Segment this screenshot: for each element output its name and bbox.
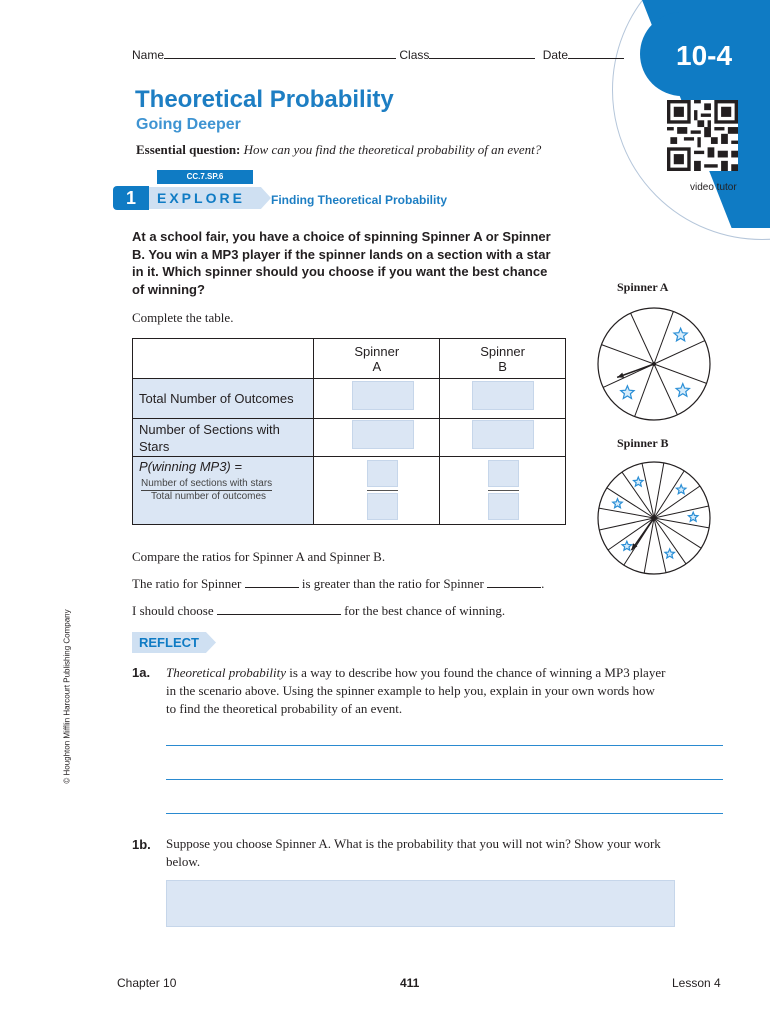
compare-end: .: [541, 576, 545, 591]
q1a-answer-line-2[interactable]: [166, 779, 723, 780]
page-title: Theoretical Probability: [135, 86, 394, 113]
qr-caption: video tutor: [690, 182, 737, 193]
probability-numerator: Number of sections with stars: [141, 478, 273, 489]
total-a-input[interactable]: [352, 381, 414, 410]
probability-label: P(winning MP3) =: [139, 459, 242, 474]
q1b-work-area[interactable]: [166, 880, 675, 927]
q1a-body: is a way to describe how you found the chance of winning a MP3 player in the scenario above. Using the spinner example to help you, explain in your own words how to find the theoretical probability of an event.: [166, 665, 666, 716]
footer-chapter: Chapter 10: [117, 976, 177, 990]
ratio-spinner-1-field[interactable]: [245, 587, 299, 588]
table-instruction: Complete the table.: [132, 310, 234, 325]
prob-b-denominator-input[interactable]: [488, 493, 519, 520]
header-fields: [132, 48, 624, 62]
total-b-input[interactable]: [472, 381, 534, 410]
footer-page-number: 411: [400, 976, 420, 990]
q1a-answer-line-1[interactable]: [166, 745, 723, 746]
q1a-italic: Theoretical probability: [166, 665, 286, 680]
spinner-b-label: Spinner B: [617, 436, 669, 450]
choose-spinner-field[interactable]: [217, 614, 341, 615]
q1b-text: Suppose you choose Spinner A. What is the probability that you will not win? Show your work below.: [166, 836, 661, 869]
col-header-spinner-b: Spinner B: [440, 339, 566, 379]
row-label-stars: Number of Sections with Stars: [133, 419, 314, 457]
explore-label: EXPLORE: [157, 190, 245, 206]
prob-a-fraction-bar: [367, 490, 398, 491]
date-label: Date: [542, 48, 569, 62]
spinner-b: [596, 460, 712, 576]
q1a-answer-line-3[interactable]: [166, 813, 723, 814]
qr-code-icon[interactable]: [667, 100, 738, 171]
name-field[interactable]: [164, 58, 396, 59]
compare-line-1: [132, 576, 544, 592]
compare-line-2: [132, 603, 505, 619]
essential-question-label: Essential question:: [136, 142, 241, 157]
prob-a-denominator-input[interactable]: [367, 493, 398, 520]
prob-a-numerator-input[interactable]: [367, 460, 398, 487]
essential-question: [136, 142, 541, 158]
col-header-spinner-a: Spinner A: [314, 339, 440, 379]
class-label: Class: [399, 48, 430, 62]
spinner-a: [596, 306, 712, 422]
prob-b-fraction-bar: [488, 490, 519, 491]
footer-lesson: Lesson 4: [672, 976, 721, 990]
choose-pre: I should choose: [132, 603, 214, 618]
spinner-a-hub: [652, 362, 656, 366]
q1a-text: [166, 664, 666, 718]
spinner-a-label: Spinner A: [617, 280, 669, 294]
name-label: Name: [132, 48, 165, 62]
row-label-total: Total Number of Outcomes: [133, 379, 314, 419]
q1b-number: 1b.: [132, 837, 151, 852]
prob-b-numerator-input[interactable]: [488, 460, 519, 487]
explore-number: 1: [113, 186, 149, 210]
standard-tag: CC.7.SP.6: [157, 170, 253, 184]
compare-mid: is greater than the ratio for Spinner: [301, 576, 484, 591]
ratio-spinner-2-field[interactable]: [487, 587, 541, 588]
copyright-side-text: © Houghton Mifflin Harcourt Publishing Company: [62, 609, 72, 784]
stars-b-input[interactable]: [472, 420, 534, 449]
q1a-number: 1a.: [132, 665, 151, 680]
reflect-label: REFLECT: [139, 635, 199, 650]
probability-denominator: Total number of outcomes: [151, 491, 267, 502]
stars-a-input[interactable]: [352, 420, 414, 449]
page-subtitle: Going Deeper: [136, 116, 241, 133]
spinner-b-hub: [652, 516, 656, 520]
explore-banner: [113, 168, 273, 212]
row-label-probability: [133, 457, 314, 525]
compare-pre: The ratio for Spinner: [132, 576, 242, 591]
choose-post: for the best chance of winning.: [344, 603, 506, 618]
lesson-number: 10-4: [676, 40, 733, 71]
compare-intro: Compare the ratios for Spinner A and Spinner B.: [132, 549, 386, 564]
problem-text: At a school fair, you have a choice of spinning Spinner A or Spinner B. You win a MP3 player if the spinner lands on a section with a star in it. Which spinner should you choose if you want the best chance of winning?: [132, 229, 551, 297]
explore-heading: Finding Theoretical Probability: [271, 193, 448, 207]
class-field[interactable]: [429, 58, 535, 59]
table-corner: [133, 339, 314, 379]
essential-question-text: How can you find the theoretical probability of an event?: [243, 142, 542, 157]
date-field[interactable]: [568, 58, 624, 59]
